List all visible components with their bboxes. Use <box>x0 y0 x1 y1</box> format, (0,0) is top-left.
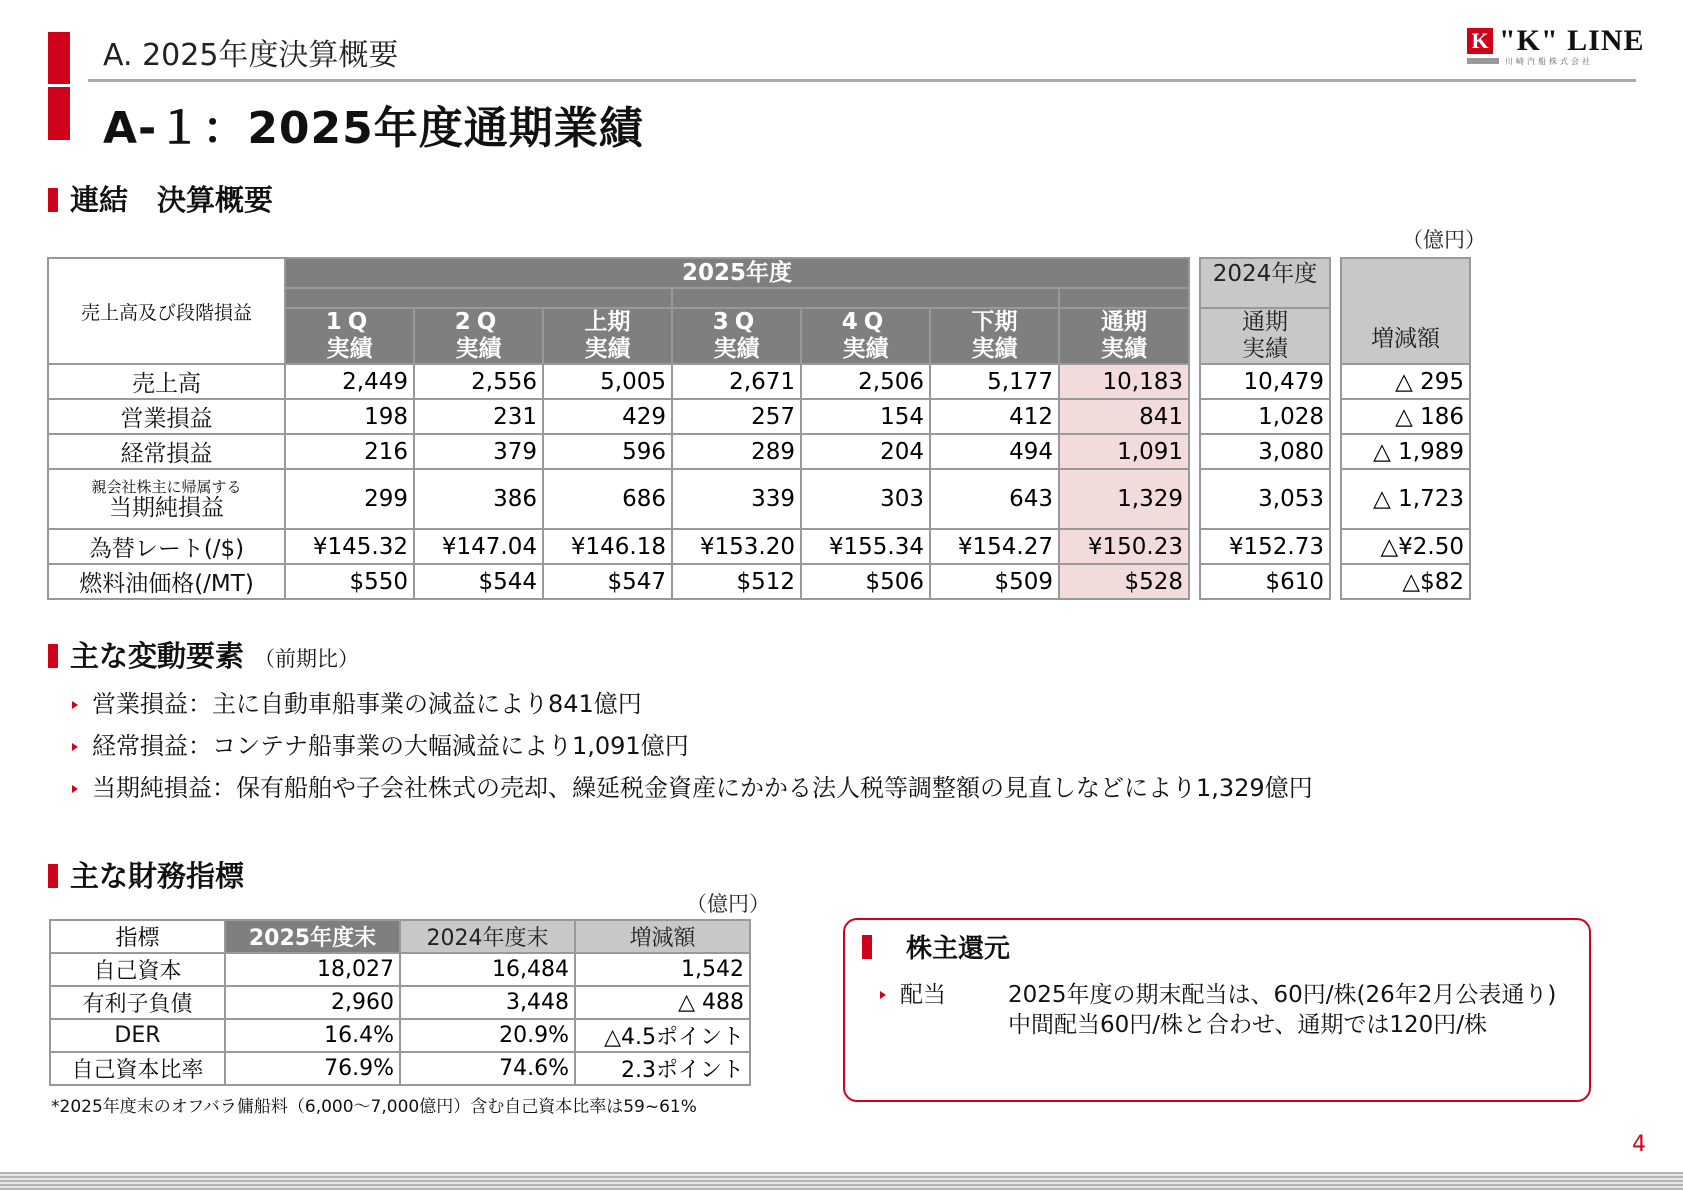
table-cell: $550 <box>285 564 414 599</box>
column-gap <box>1189 364 1200 399</box>
kpi-table <box>49 919 751 1086</box>
heading-marker <box>48 644 58 668</box>
kpi-header-fy2024: 2024年度末 <box>400 920 575 953</box>
dividend-text-line1: 2025年度の期末配当は、60円/株(26年2月公表通り) <box>1008 982 1557 1008</box>
col-header-4q: 4Q 実績 <box>801 308 930 364</box>
table-row <box>48 434 1470 469</box>
table-header-row-1 <box>48 258 1470 288</box>
factor-text: 経常損益：コンテナ船事業の大幅減益により1,091億円 <box>92 732 689 760</box>
table-cell-highlight: 1,329 <box>1059 469 1189 529</box>
table-cell: 596 <box>543 434 672 469</box>
bullet-triangle-icon <box>72 743 78 751</box>
table-cell: 412 <box>930 399 1059 434</box>
fy2024-header: 2024年度 <box>1200 258 1330 308</box>
column-gap <box>1330 469 1341 529</box>
table-cell: $544 <box>414 564 543 599</box>
logo-stripe <box>1467 58 1499 64</box>
header-divider <box>88 79 1636 82</box>
table-cell: 20.9% <box>400 1019 575 1052</box>
dividend-label <box>880 976 946 1009</box>
col-header-fy2024: 通期 実績 <box>1200 308 1330 364</box>
column-gap <box>1330 399 1341 434</box>
table-row <box>48 529 1470 564</box>
table-cell: △ 295 <box>1341 364 1470 399</box>
factor-text: 営業損益：主に自動車船事業の減益により841億円 <box>92 690 642 718</box>
title-accent-gap <box>48 84 70 87</box>
column-gap <box>1189 399 1200 434</box>
table-cell: 2,671 <box>672 364 801 399</box>
table-cell: 299 <box>285 469 414 529</box>
table-cell-highlight: $528 <box>1059 564 1189 599</box>
table-row <box>50 1019 750 1052</box>
factor-item <box>72 684 642 719</box>
dividend-label-text: 配当 <box>900 982 946 1008</box>
table-cell: $610 <box>1200 564 1330 599</box>
table-cell: 198 <box>285 399 414 434</box>
row-label-main: 当期純損益 <box>109 495 224 521</box>
column-gap <box>1330 564 1341 599</box>
heading-marker <box>862 935 872 959</box>
factors-heading-sub: （前期比） <box>254 647 360 671</box>
table-cell: 2.3ポイント <box>575 1052 750 1085</box>
fy2025-header: 2025年度 <box>285 258 1189 288</box>
kpi-unit: （億円） <box>686 892 770 916</box>
table-row <box>48 469 1470 529</box>
table-cell: 494 <box>930 434 1059 469</box>
column-gap <box>1189 529 1200 564</box>
table-cell: △ 186 <box>1341 399 1470 434</box>
column-gap <box>1330 434 1341 469</box>
table-cell: 339 <box>672 469 801 529</box>
table-cell: 16,484 <box>400 953 575 986</box>
consolidated-heading-text: 連結 決算概要 <box>70 183 274 217</box>
row-label <box>48 469 285 529</box>
consolidated-unit: （億円） <box>1402 228 1486 252</box>
row-label: 燃料油価格(/MT) <box>48 564 285 599</box>
row-label: 自己資本 <box>50 953 225 986</box>
table-cell: 643 <box>930 469 1059 529</box>
bullet-triangle-icon <box>880 991 886 999</box>
row-label: 売上高 <box>48 364 285 399</box>
table-cell: 204 <box>801 434 930 469</box>
factor-item <box>72 768 1313 803</box>
table-cell: ¥153.20 <box>672 529 801 564</box>
factor-text: 当期純損益：保有船舶や子会社株式の売却、繰延税金資産にかかる法人税等調整額の見直しなどにより1,329億円 <box>92 774 1313 802</box>
bullet-triangle-icon <box>72 701 78 709</box>
table-cell: 379 <box>414 434 543 469</box>
bullet-triangle-icon <box>72 785 78 793</box>
table-cell: 429 <box>543 399 672 434</box>
shareholder-return-title-text: 株主還元 <box>906 934 1011 964</box>
table-cell: △4.5ポイント <box>575 1019 750 1052</box>
table-cell: $506 <box>801 564 930 599</box>
kpi-header-fy2025: 2025年度末 <box>225 920 400 953</box>
logo-text: "K" LINE <box>1499 24 1645 57</box>
table-cell: 2,506 <box>801 364 930 399</box>
column-gap <box>1330 529 1341 564</box>
factors-heading-text: 主な変動要素 <box>70 639 245 673</box>
row-label-prefix: 親会社株主に帰属する <box>91 478 242 496</box>
factor-item <box>72 726 689 761</box>
table-cell: 386 <box>414 469 543 529</box>
table-cell: 10,479 <box>1200 364 1330 399</box>
table-cell: ¥145.32 <box>285 529 414 564</box>
row-label: 経常損益 <box>48 434 285 469</box>
column-gap <box>1330 258 1341 364</box>
column-gap <box>1189 469 1200 529</box>
table-cell: △$82 <box>1341 564 1470 599</box>
table-cell: 74.6% <box>400 1052 575 1085</box>
table-cell: 2,960 <box>225 986 400 1019</box>
column-gap <box>1189 564 1200 599</box>
table-cell: 154 <box>801 399 930 434</box>
table-row <box>50 1052 750 1085</box>
col-header-1q: 1Q 実績 <box>285 308 414 364</box>
col-header-2q: 2Q 実績 <box>414 308 543 364</box>
table-cell: △¥2.50 <box>1341 529 1470 564</box>
change-header: 増減額 <box>1341 258 1470 364</box>
table-cell: ¥154.27 <box>930 529 1059 564</box>
table-cell: ¥147.04 <box>414 529 543 564</box>
factors-heading <box>48 634 359 675</box>
col-header-full-year: 通期 実績 <box>1059 308 1189 364</box>
table-cell: 289 <box>672 434 801 469</box>
column-gap <box>1189 434 1200 469</box>
row-header-label: 売上高及び段階損益 <box>48 258 285 364</box>
kpi-header-change: 増減額 <box>575 920 750 953</box>
column-gap <box>1330 364 1341 399</box>
logo-subtext: 川崎汽船株式会社 <box>1505 57 1593 66</box>
table-cell-highlight: 841 <box>1059 399 1189 434</box>
heading-marker <box>48 864 58 888</box>
h2-group-header <box>672 288 1059 308</box>
page-number: 4 <box>1632 1132 1646 1157</box>
kpi-heading-text: 主な財務指標 <box>70 859 245 893</box>
table-cell-highlight: 10,183 <box>1059 364 1189 399</box>
table-cell: 686 <box>543 469 672 529</box>
table-cell: 216 <box>285 434 414 469</box>
table-row <box>50 953 750 986</box>
table-cell: 1,028 <box>1200 399 1330 434</box>
table-cell: $512 <box>672 564 801 599</box>
table-cell-highlight: ¥150.23 <box>1059 529 1189 564</box>
heading-marker <box>48 188 58 212</box>
kpi-footnote: *2025年度末のオフバラ傭船料（6,000～7,000億円）含む自己資本比率は59~61% <box>51 1097 697 1117</box>
table-cell: 231 <box>414 399 543 434</box>
section-label: A. 2025年度決算概要 <box>103 38 399 73</box>
full-year-group-header <box>1059 288 1189 308</box>
table-cell: ¥146.18 <box>543 529 672 564</box>
table-cell: 3,448 <box>400 986 575 1019</box>
table-cell: $547 <box>543 564 672 599</box>
table-cell: 16.4% <box>225 1019 400 1052</box>
h1-group-header <box>285 288 672 308</box>
page-title: A-１：2025年度通期業績 <box>103 103 644 154</box>
table-cell: 2,449 <box>285 364 414 399</box>
row-label: 自己資本比率 <box>50 1052 225 1085</box>
footer-stripe <box>0 1172 1683 1190</box>
table-cell: 1,542 <box>575 953 750 986</box>
table-cell: 2,556 <box>414 364 543 399</box>
kpi-heading <box>48 854 244 895</box>
shareholder-return-title <box>862 928 1010 965</box>
table-cell: $509 <box>930 564 1059 599</box>
company-logo <box>1467 24 1645 68</box>
table-row <box>48 399 1470 434</box>
table-cell-highlight: 1,091 <box>1059 434 1189 469</box>
table-cell: △ 1,723 <box>1341 469 1470 529</box>
table-cell: 5,177 <box>930 364 1059 399</box>
row-label: 有利子負債 <box>50 986 225 1019</box>
table-row <box>50 986 750 1019</box>
row-label: 為替レート(/$) <box>48 529 285 564</box>
dividend-text-line2: 中間配当60円/株と合わせ、通期では120円/株 <box>1008 1012 1487 1038</box>
table-cell: 3,080 <box>1200 434 1330 469</box>
kpi-header-indicator: 指標 <box>50 920 225 953</box>
table-cell: 257 <box>672 399 801 434</box>
table-cell: 3,053 <box>1200 469 1330 529</box>
row-label: DER <box>50 1019 225 1052</box>
table-cell: △ 1,989 <box>1341 434 1470 469</box>
table-cell: △ 488 <box>575 986 750 1019</box>
table-row <box>48 364 1470 399</box>
table-cell: 76.9% <box>225 1052 400 1085</box>
col-header-h1: 上期 実績 <box>543 308 672 364</box>
table-cell: ¥155.34 <box>801 529 930 564</box>
column-gap <box>1189 258 1200 364</box>
row-label: 営業損益 <box>48 399 285 434</box>
col-header-h2: 下期 実績 <box>930 308 1059 364</box>
table-cell: 5,005 <box>543 364 672 399</box>
kpi-header-row <box>50 920 750 953</box>
col-header-3q: 3Q 実績 <box>672 308 801 364</box>
consolidated-heading <box>48 178 273 219</box>
consolidated-table <box>47 257 1471 600</box>
table-row <box>48 564 1470 599</box>
table-cell: 303 <box>801 469 930 529</box>
table-cell: 18,027 <box>225 953 400 986</box>
table-cell: ¥152.73 <box>1200 529 1330 564</box>
logo-mark: K <box>1467 28 1493 54</box>
